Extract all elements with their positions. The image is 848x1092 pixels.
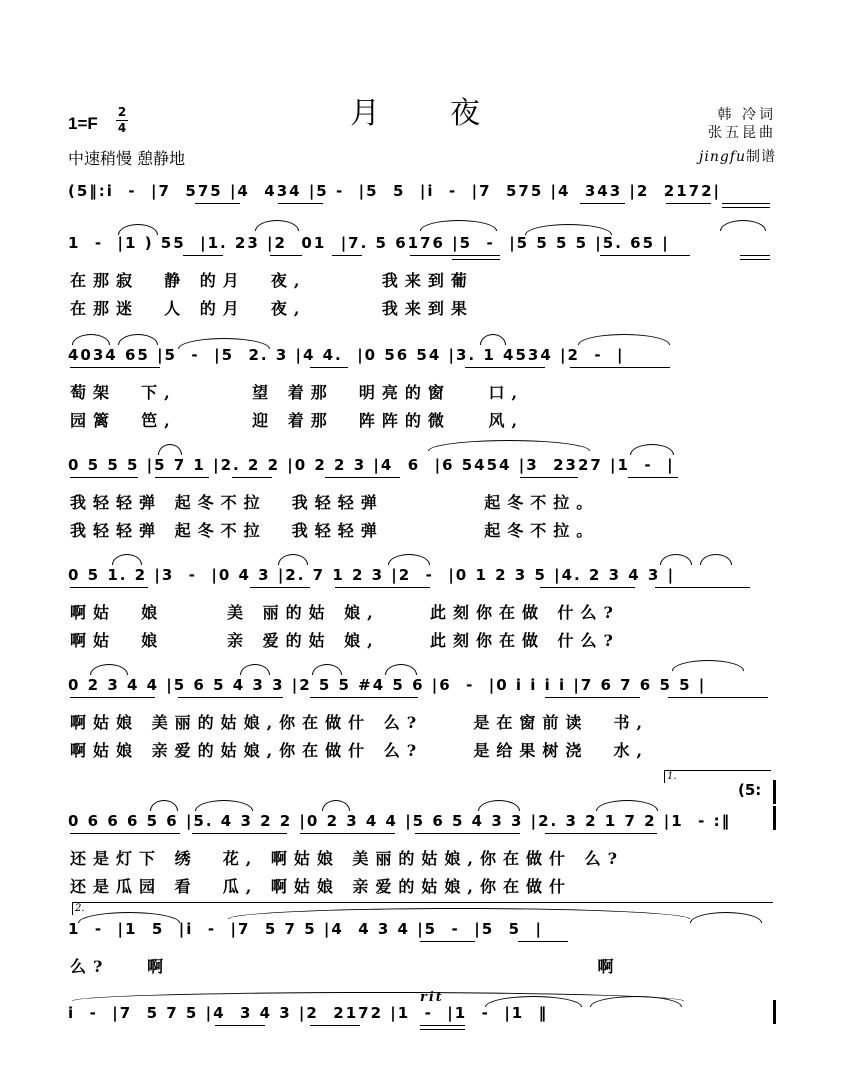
beam <box>300 833 395 834</box>
slur <box>478 800 520 811</box>
slur <box>578 334 670 345</box>
ritardando-marking: rit <box>420 990 444 1005</box>
volta-1-label: 1. <box>667 771 677 782</box>
beam <box>740 255 770 256</box>
beam <box>195 203 240 204</box>
beam <box>155 477 209 478</box>
beam <box>183 255 223 256</box>
score-line-9: i - |7 5 7 5 |4 3 4 3 |2 2172 |1 - |1 - |1 ‖ <box>68 1004 549 1022</box>
slur <box>700 554 732 565</box>
beam <box>540 587 635 588</box>
beam <box>178 697 283 698</box>
beam <box>332 255 362 256</box>
slur <box>158 444 182 455</box>
slur <box>428 440 590 451</box>
slur <box>322 800 350 811</box>
lyric-4-verse-2: 我轻轻弹 起冬不拉 我轻轻弹 起冬不拉。 <box>70 521 600 540</box>
beam <box>668 697 768 698</box>
slur <box>480 334 506 345</box>
slur <box>660 554 692 565</box>
slur <box>596 800 658 811</box>
score-line-1: (5‖:i - |7 575 |4 434 |5 - |5 5 |i - |7 575 |4 343 |2 2172| <box>68 182 721 200</box>
slur <box>630 444 674 455</box>
lyric-7-verse-1: 还是灯下 绣 花, 啊姑娘 美丽的姑娘,你在做什 么? <box>70 849 624 868</box>
beam <box>310 697 418 698</box>
lyric-7-verse-2: 还是瓜园 看 瓜, 啊姑娘 亲爱的姑娘,你在做什 <box>70 877 572 896</box>
beam <box>740 259 770 260</box>
arranger-credit <box>699 146 776 166</box>
slur <box>720 220 766 231</box>
beam <box>600 255 690 256</box>
beam <box>310 1025 360 1026</box>
slur <box>388 554 430 565</box>
beam <box>666 203 711 204</box>
slur <box>150 800 178 811</box>
slur <box>672 660 744 671</box>
beam <box>545 833 657 834</box>
composer-credit: 张五昆曲 <box>708 125 776 141</box>
slur <box>118 334 158 345</box>
key-signature: 1=F <box>68 114 98 133</box>
time-signature-top: 2 <box>117 105 127 119</box>
beam <box>518 941 568 942</box>
score-line-5: 0 5 1. 2 |3 - |0 4 3 |2. 7 1 2 3 |2 - |0 1 2 3 5 |4. 2 3 4 3 | <box>68 566 676 584</box>
lyric-5-verse-1: 啊姑 娘 美 丽的姑 娘, 此刻你在做 什么? <box>70 603 620 622</box>
beam <box>410 255 500 256</box>
beam <box>270 255 302 256</box>
beam <box>570 367 670 368</box>
beam <box>232 477 272 478</box>
volta-2-label: 2. <box>75 903 85 914</box>
lyric-5-verse-2: 啊姑 娘 亲 爱的姑 娘, 此刻你在做 什么? <box>70 631 620 650</box>
lyric-8: 么? 啊 啊 <box>70 957 621 976</box>
slur <box>278 554 308 565</box>
score-line-8: 1 - |1 5 |i - |7 5 7 5 |4 4 3 4 |5 - |5 5 | <box>68 920 543 938</box>
lyric-2-verse-2: 在那迷 人 的月 夜, 我来到果 <box>70 299 474 318</box>
tempo-marking: 中速稍慢 憩静地 <box>68 149 186 168</box>
beam <box>545 697 640 698</box>
lyric-3-verse-2: 园篱 笆, 迎 着那 阵阵的微 风, <box>70 411 525 430</box>
beam <box>70 477 138 478</box>
slur <box>90 664 128 675</box>
beam <box>70 367 160 368</box>
repeat-mark: (5: <box>738 781 762 799</box>
beam <box>415 833 520 834</box>
repeat-bar-thick <box>773 780 776 804</box>
arranger-name: jingfu <box>699 149 746 165</box>
final-bar <box>773 1000 776 1024</box>
beam <box>250 587 310 588</box>
slur <box>112 554 142 565</box>
time-signature-bottom: 4 <box>117 121 127 135</box>
slur <box>72 992 684 1001</box>
slur <box>420 220 497 231</box>
beam <box>325 477 400 478</box>
lyric-3-verse-1: 萄架 下, 望 着那 明亮的窗 口, <box>70 383 525 402</box>
slur <box>255 220 299 231</box>
beam <box>310 367 348 368</box>
lyric-6-verse-1: 啊姑娘 美丽的姑娘,你在做什 么? 是在窗前读 书, <box>70 713 650 732</box>
score-line-6: 0 2 3 4 4 |5 6 5 4 3 3 |2 5 5 #4 5 6 |6 - |0 i i i i |7 6 7 6 5 5 | <box>68 676 707 694</box>
beam <box>278 203 323 204</box>
beam <box>215 1025 265 1026</box>
score-line-2: 1 - |1 ) 55 |1. 23 |2 01 |7. 5 6176 |5 - |5 5 5 5 |5. 65 | <box>68 234 670 252</box>
slur <box>240 664 270 675</box>
song-title: 月夜 <box>350 96 550 131</box>
final-repeat-bar <box>773 806 776 830</box>
beam <box>70 587 148 588</box>
beam <box>420 1029 465 1030</box>
beam <box>420 1025 465 1026</box>
lyric-6-verse-2: 啊姑娘 亲爱的姑娘,你在做什 么? 是给果树浇 水, <box>70 741 650 760</box>
beam <box>192 833 287 834</box>
beam <box>420 941 475 942</box>
arranger-suffix: 制谱 <box>746 149 776 165</box>
time-signature <box>116 106 128 135</box>
score-line-4: 0 5 5 5 |5 7 1 |2. 2 2 |0 2 2 3 |4 6 |6 5454 |3 2327 |1 - | <box>68 456 675 474</box>
beam <box>580 203 625 204</box>
beam <box>335 587 430 588</box>
beam <box>722 207 770 208</box>
beam <box>722 203 770 204</box>
beam <box>452 259 500 260</box>
lyricist-credit: 韩 冷词 <box>717 107 776 123</box>
slur <box>385 664 417 675</box>
slur <box>72 334 110 345</box>
beam <box>520 477 578 478</box>
beam <box>70 833 180 834</box>
beam <box>465 367 545 368</box>
beam <box>655 587 750 588</box>
score-line-7: 0 6 6 6 5 6 |5. 4 3 2 2 |0 2 3 4 4 |5 6 5 4 3 3 |2. 3 2 1 7 2 |1 - :‖ <box>68 812 732 830</box>
slur <box>195 800 253 811</box>
lyric-2-verse-1: 在那寂 静 的月 夜, 我来到葡 <box>70 271 474 290</box>
slur <box>312 664 342 675</box>
lyric-4-verse-1: 我轻轻弹 起冬不拉 我轻轻弹 起冬不拉。 <box>70 493 600 512</box>
beam <box>628 477 678 478</box>
beam <box>70 697 155 698</box>
score-line-3: 4034 65 |5 - |5 2. 3 |4 4. |0 56 54 |3. 1 4534 |2 - | <box>68 346 625 364</box>
